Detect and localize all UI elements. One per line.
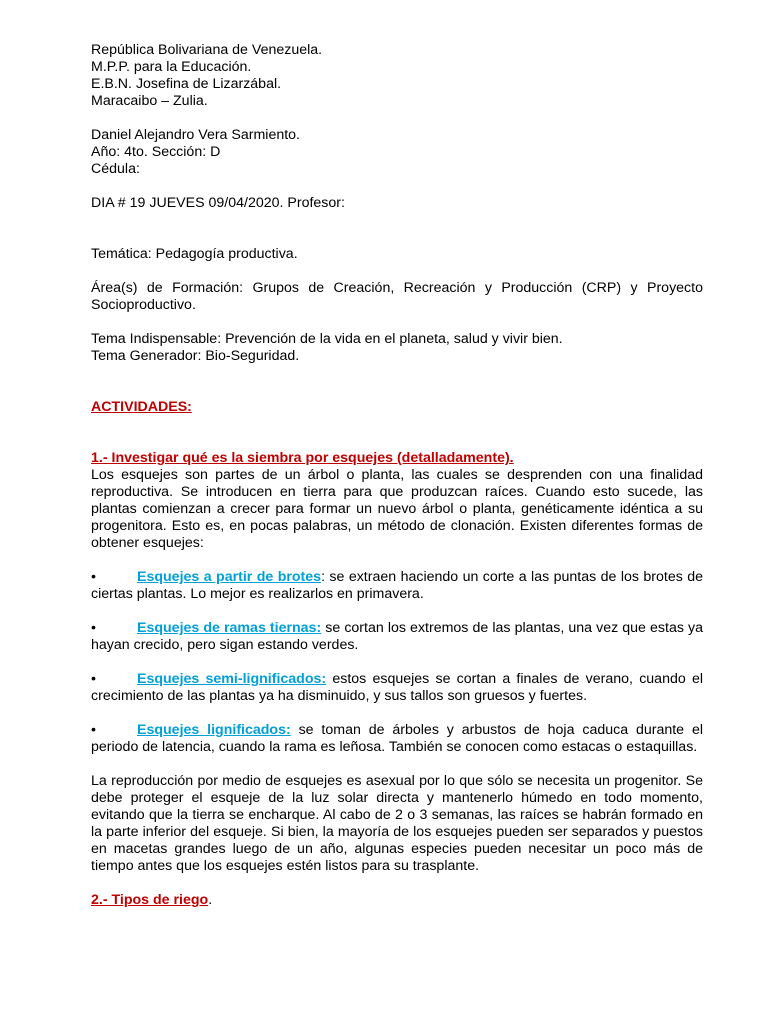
bullet-item bbox=[91, 671, 703, 705]
q1-heading: 1.- Investigar qué es la siembra por esquejes (detalladamente). bbox=[91, 450, 514, 466]
document-page bbox=[91, 42, 703, 909]
bullet-item bbox=[91, 620, 703, 654]
bullet-dot: • bbox=[91, 722, 96, 738]
bullet-term: Esquejes lignificados: bbox=[137, 722, 291, 738]
bullet-item bbox=[91, 569, 703, 603]
areas-formacion: Área(s) de Formación: Grupos de Creación, Recreación y Producción (CRP) y Proyecto Socioproductivo. bbox=[91, 280, 703, 313]
header-line-2: M.P.P. para la Educación. bbox=[91, 59, 252, 75]
tema-generador: Tema Generador: Bio-Seguridad. bbox=[91, 348, 300, 364]
student-id-label: Cédula: bbox=[91, 161, 140, 177]
student-name: Daniel Alejandro Vera Sarmiento. bbox=[91, 127, 300, 143]
tematica: Temática: Pedagogía productiva. bbox=[91, 246, 298, 262]
bullet-dot: • bbox=[91, 620, 96, 636]
bullet-text: : se extraen haciendo un corte a las puntas de los brotes de ciertas plantas. Lo mejor es realizarlos en primavera. bbox=[91, 569, 704, 602]
bullet-text: estos esquejes se cortan a finales de verano, cuando el crecimiento de las plantas ya ha disminuido, y sus tallos son gruesos y fuertes. bbox=[91, 671, 703, 704]
day-line: DIA # 19 JUEVES 09/04/2020. Profesor: bbox=[91, 195, 345, 211]
header-line-3: E.B.N. Josefina de Lizarzábal. bbox=[91, 76, 282, 92]
q1-intro: Los esquejes son partes de un árbol o planta, las cuales se desprenden con una finalidad reproductiva. Se introducen en tierra para que produzcan raíces. Cuando esto sucede, las plantas comienzan a crecer para formar un nuevo árbol o planta, genéticamente idéntica a su progenitora. Esto es, en pocas palabras, un método de clonación. Existen diferentes formas de obtener esquejes: bbox=[91, 467, 703, 551]
tema-indispensable: Tema Indispensable: Prevención de la vida en el planeta, salud y vivir bien. bbox=[91, 331, 563, 347]
bullet-dot: • bbox=[91, 671, 96, 687]
header-line-4: Maracaibo – Zulia. bbox=[91, 93, 208, 109]
bullet-term: Esquejes de ramas tiernas: bbox=[137, 620, 322, 636]
bullet-dot: • bbox=[91, 569, 96, 585]
q1-closing: La reproducción por medio de esquejes es asexual por lo que sólo se necesita un progenitor. Se debe proteger el esqueje de la luz solar directa y mantenerlo húmedo en todo momento, evitando que la tierra se encharque. Al cabo de 2 o 3 semanas, las raíces se habrán formado en la parte inferior del esqueje. Si bien, la mayoría de los esquejes pueden ser separados y puestos en macetas grandes luego de un año, algunas especies pueden necesitar un poco más de tiempo antes que los esquejes estén listos para su trasplante. bbox=[91, 773, 703, 874]
bullet-term: Esquejes a partir de brotes bbox=[137, 569, 322, 585]
header-line-1: República Bolivariana de Venezuela. bbox=[91, 42, 323, 58]
q2-heading-line bbox=[91, 892, 703, 909]
bullet-term: Esquejes semi-lignificados: bbox=[137, 671, 327, 687]
q2-heading: 2.- Tipos de riego bbox=[91, 892, 209, 908]
student-year-section: Año: 4to. Sección: D bbox=[91, 144, 221, 160]
bullet-item bbox=[91, 722, 703, 756]
bullet-text: se toman de árboles y arbustos de hoja caduca durante el periodo de latencia, cuando la rama es leñosa. También se conocen como estacas o estaquillas. bbox=[91, 722, 703, 755]
bullet-text: se cortan los extremos de las plantas, una vez que estas ya hayan crecido, pero sigan estando verdes. bbox=[91, 620, 703, 653]
q2-trail: . bbox=[208, 892, 213, 908]
activities-heading: ACTIVIDADES: bbox=[91, 399, 192, 415]
